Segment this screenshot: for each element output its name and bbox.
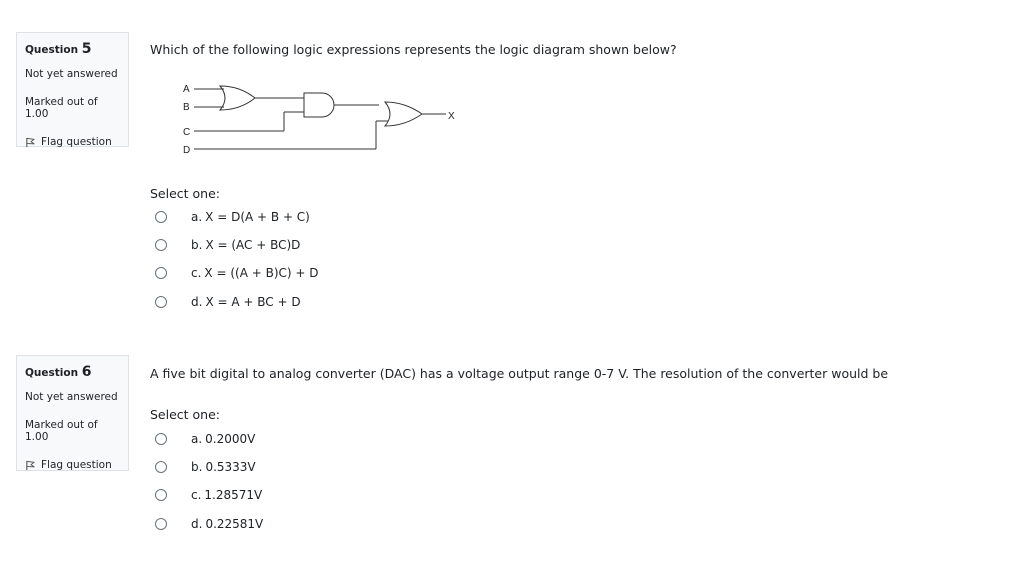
- question-text: Which of the following logic expressions represents the logic diagram shown below?: [150, 42, 677, 57]
- answer-option-b[interactable]: [150, 238, 300, 252]
- answer-b-radio[interactable]: [155, 461, 167, 473]
- output-x-label: X: [448, 111, 455, 122]
- question-5-info: [16, 32, 129, 147]
- question-number: [25, 41, 120, 57]
- question-number-value: 5: [81, 41, 92, 57]
- answer-option-a[interactable]: [150, 432, 255, 446]
- flag-question-button[interactable]: [25, 136, 120, 148]
- or-gate-1: [220, 86, 255, 110]
- answer-b-letter: b.: [191, 238, 203, 252]
- answer-option-c[interactable]: [150, 488, 262, 502]
- flag-question-button[interactable]: [25, 459, 120, 471]
- answer-option-d[interactable]: [150, 295, 301, 309]
- flag-icon: [25, 460, 36, 471]
- question-number-value: 6: [81, 364, 92, 380]
- answer-c-text: 1.28571V: [204, 488, 263, 502]
- select-one-label: Select one:: [150, 186, 221, 201]
- input-d-label: D: [183, 145, 191, 156]
- answer-a-letter: a.: [191, 432, 203, 446]
- answer-d-radio[interactable]: [155, 518, 167, 530]
- or-gate-2: [385, 102, 422, 126]
- flag-question-label: Flag question: [41, 136, 112, 148]
- flag-question-label: Flag question: [41, 459, 112, 471]
- question-label: Question: [25, 44, 79, 56]
- answer-a-letter: a.: [191, 210, 203, 224]
- answer-c-text: X = ((A + B)C) + D: [204, 266, 319, 280]
- answer-b-text: X = (AC + BC)D: [205, 238, 301, 252]
- answer-b-text: 0.5333V: [205, 460, 256, 474]
- answer-c-letter: c.: [191, 488, 202, 502]
- question-label: Question: [25, 367, 79, 379]
- question-6-info: [16, 355, 129, 471]
- question-number: [25, 364, 120, 380]
- answer-a-text: 0.2000V: [205, 432, 256, 446]
- answer-d-radio[interactable]: [155, 296, 167, 308]
- answer-d-text: X = A + BC + D: [205, 295, 301, 309]
- answer-option-d[interactable]: [150, 517, 263, 531]
- question-marks: Marked out of 1.00: [25, 96, 98, 120]
- answer-d-text: 0.22581V: [205, 517, 264, 531]
- answer-a-radio[interactable]: [155, 433, 167, 445]
- input-c-label: C: [183, 127, 191, 138]
- select-one-label: Select one:: [150, 407, 221, 422]
- question-status: Not yet answered: [25, 68, 118, 80]
- answer-d-letter: d.: [191, 295, 203, 309]
- and-gate: [304, 93, 334, 117]
- question-text: A five bit digital to analog converter (DAC) has a voltage output range 0-7 V. The resolution of the converter would be: [150, 366, 889, 381]
- answer-option-a[interactable]: [150, 210, 310, 224]
- question-marks: Marked out of 1.00: [25, 419, 98, 443]
- answer-d-letter: d.: [191, 517, 203, 531]
- logic-diagram: [176, 80, 476, 160]
- answer-c-radio[interactable]: [155, 267, 167, 279]
- input-b-label: B: [183, 102, 190, 113]
- question-6-content: [150, 366, 990, 536]
- flag-icon: [25, 137, 36, 148]
- answer-option-c[interactable]: [150, 266, 318, 280]
- answer-c-letter: c.: [191, 266, 202, 280]
- answer-b-letter: b.: [191, 460, 203, 474]
- answer-c-radio[interactable]: [155, 489, 167, 501]
- question-status: Not yet answered: [25, 391, 118, 403]
- answer-b-radio[interactable]: [155, 239, 167, 251]
- answer-a-radio[interactable]: [155, 211, 167, 223]
- input-a-label: A: [183, 84, 190, 95]
- answer-a-text: X = D(A + B + C): [205, 210, 310, 224]
- answer-option-b[interactable]: [150, 460, 256, 474]
